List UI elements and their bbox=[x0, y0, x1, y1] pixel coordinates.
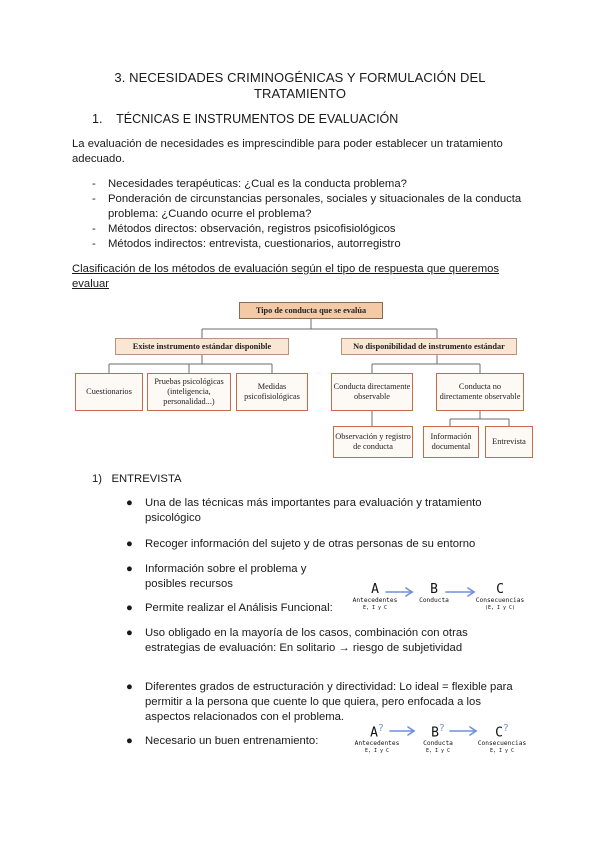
question-icon: ? bbox=[502, 723, 509, 734]
bullet-icon: ● bbox=[126, 563, 133, 575]
diagram-psych-tests: Pruebas psicológicas (inteligencia, personalidad...) bbox=[147, 373, 231, 411]
diagram-direct-behavior: Conducta directamente observable bbox=[331, 373, 413, 411]
abc-a-label: Antecedentes bbox=[352, 597, 398, 604]
question-icon: ? bbox=[377, 723, 384, 734]
bullet-item: Uso obligado en la mayoría de los casos, combinación con otras estrategias de evaluación: En solitario → riesgo de subjetividad bbox=[145, 627, 468, 654]
dash-list bbox=[92, 177, 532, 252]
diagram-questionnaires: Cuestionarios bbox=[75, 373, 143, 411]
diagram-root: Tipo de conducta que se evalúa bbox=[239, 302, 383, 319]
diagram-no-standard: No disponibilidad de instrumento estándar bbox=[341, 338, 517, 355]
abc-a-sub: E, I y C bbox=[364, 748, 390, 755]
abc-behavior bbox=[414, 583, 454, 605]
dash-item: - Necesidades terapéuticas: ¿Cual es la conducta problema? bbox=[92, 177, 532, 192]
abc-consequences bbox=[474, 583, 526, 612]
section-heading: 1. TÉCNICAS E INSTRUMENTOS DE EVALUACIÓN bbox=[92, 112, 399, 126]
title-line-2: TRATAMIENTO bbox=[253, 86, 347, 101]
abc-b-sub: E, I y C bbox=[425, 748, 451, 755]
bullet-icon: ● bbox=[126, 538, 133, 550]
abc-a-label: Antecedentes bbox=[354, 740, 400, 748]
bullet-icon: ● bbox=[126, 497, 133, 509]
diagram-psychophys: Medidas psicofisiológicas bbox=[236, 373, 308, 411]
diagram-indirect-behavior: Conducta no directamente observable bbox=[436, 373, 524, 411]
classification-line-2: evaluar bbox=[72, 278, 110, 290]
page-title bbox=[0, 70, 600, 102]
abc-consequences bbox=[476, 722, 528, 755]
abc-b-letter: B bbox=[431, 725, 439, 741]
bullet-item: Una de las técnicas más importantes para evaluación y tratamiento psicológico bbox=[145, 497, 482, 524]
bullet-item: Diferentes grados de estructuración y directividad: Lo ideal = flexible para permitir a la persona que cuente lo que quiera, pero enfocada a los aspectos relacionados con el problema. bbox=[145, 681, 513, 723]
bullet-icon: ● bbox=[126, 681, 133, 693]
abc-b-label: Conducta bbox=[419, 597, 449, 604]
abc-a-letter: A bbox=[370, 725, 378, 741]
abc-c-label: Consecuencias bbox=[477, 740, 527, 748]
abc-c-label: Consecuencias bbox=[475, 597, 525, 604]
classification-heading bbox=[72, 262, 542, 292]
classification-line-1: Clasificación de los métodos de evaluación según el tipo de respuesta que queremos bbox=[72, 263, 500, 275]
dash-item: - Métodos indirectos: entrevista, cuestionarios, autorregistro bbox=[92, 237, 532, 252]
abc-sketch-training bbox=[352, 720, 532, 762]
abc-b-letter: B bbox=[430, 582, 438, 597]
diagram-documental: Información documental bbox=[423, 426, 479, 458]
question-icon: ? bbox=[438, 723, 445, 734]
bullet-item: Necesario un buen entrenamiento: bbox=[145, 735, 319, 747]
diagram-interview: Entrevista bbox=[485, 426, 533, 458]
diagram-observation: Observación y registro de conducta bbox=[333, 426, 413, 458]
bullet-item: Recoger información del sujeto y de otras personas de su entorno bbox=[145, 538, 476, 550]
bullet-icon: ● bbox=[126, 735, 133, 747]
abc-behavior bbox=[416, 722, 460, 755]
title-line-1: 3. NECESIDADES CRIMINOGÉNICAS Y FORMULACIÓN DEL bbox=[114, 70, 486, 85]
abc-a-sub: E, I y C bbox=[362, 605, 388, 611]
abc-b-label: Conducta bbox=[423, 740, 453, 748]
bullet-icon: ● bbox=[126, 602, 133, 614]
bullet-item: Permite realizar el Análisis Funcional: bbox=[145, 602, 333, 614]
abc-c-sub: (E, I y C) bbox=[484, 605, 516, 611]
subsection-heading: 1) ENTREVISTA bbox=[92, 473, 182, 485]
abc-c-sub: E, I y C bbox=[489, 748, 515, 755]
abc-sketch-functional bbox=[350, 583, 530, 625]
abc-antecedents bbox=[352, 583, 398, 612]
abc-antecedents bbox=[354, 722, 400, 755]
dash-item: - Métodos directos: observación, registros psicofisiológicos bbox=[92, 222, 532, 237]
classification-diagram bbox=[75, 298, 535, 464]
diagram-standard-available: Existe instrumento estándar disponible bbox=[115, 338, 289, 355]
intro-paragraph: La evaluación de necesidades es imprescindible para poder establecer un tratamiento adecuado. bbox=[72, 138, 503, 165]
abc-c-letter: C bbox=[495, 725, 503, 741]
abc-c-letter: C bbox=[496, 582, 504, 597]
dash-item: - Ponderación de circunstancias personales, sociales y situacionales de la conducta problema: ¿Cuando ocurre el problema? bbox=[92, 192, 532, 222]
abc-a-letter: A bbox=[371, 582, 379, 597]
bullet-item: Información sobre el problema y posibles recursos bbox=[145, 563, 307, 590]
bullet-icon: ● bbox=[126, 627, 133, 639]
